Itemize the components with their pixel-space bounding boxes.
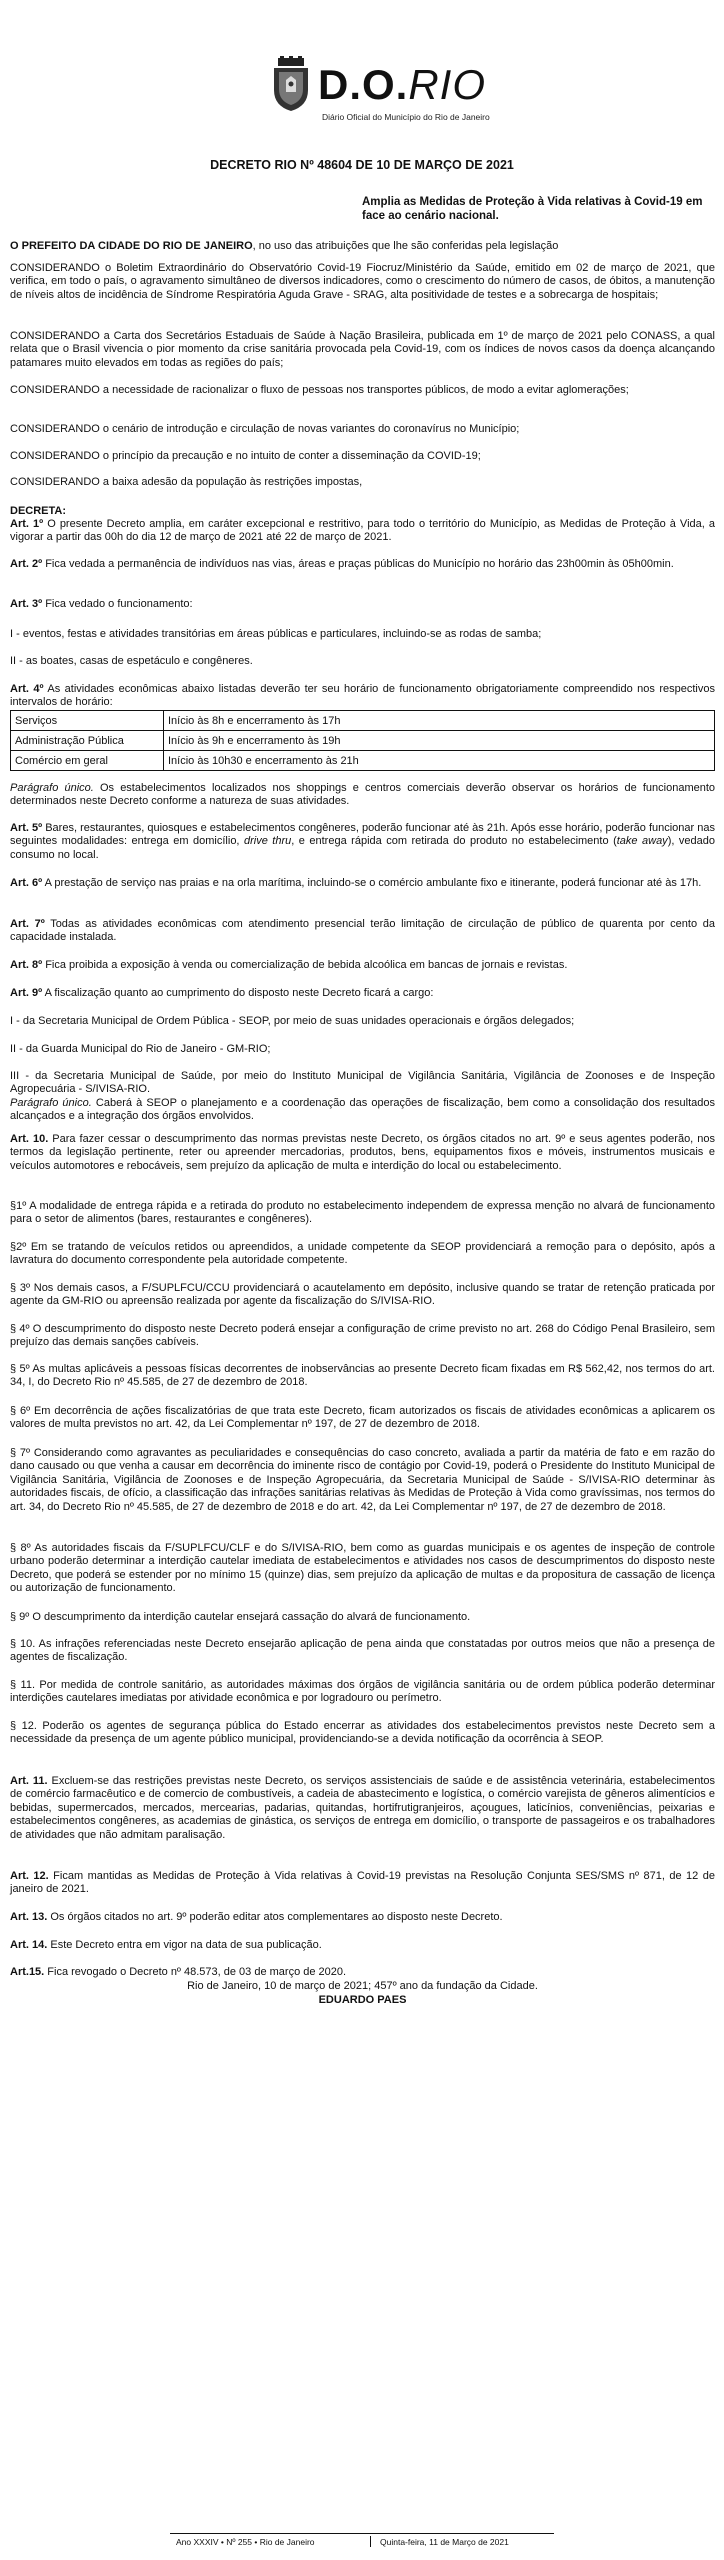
- decreta-heading: DECRETA:: [10, 505, 67, 517]
- masthead: [0, 52, 724, 132]
- article-10-paragraph-5: § 5º As multas aplicáveis a pessoas físicas decorrentes de inobservâncias ao presente Decreto ficam fixadas em R$ 562,42, nos termos do art. 34, I, do Decreto Rio nº 45.585, de 27 de dezembro de 2018.: [10, 1363, 715, 1389]
- decree-title: DECRETO RIO Nº 48604 DE 10 DE MARÇO DE 2021: [210, 158, 514, 172]
- article-3-item-i: I - eventos, festas e atividades transitórias em áreas públicas e particulares, incluindo-se as rodas de samba;: [10, 628, 542, 640]
- table-cell-hours: Início às 9h e encerramento às 19h: [164, 731, 715, 751]
- article-10-paragraph-3: § 3º Nos demais casos, a F/SUPLFCU/CCU providenciará o acautelamento em depósito, inclusive quando se tratar de retenção praticada por agente da GM-RIO ou apreensão realizada por agente da fiscalização do S/IVISA-RIO.: [10, 1282, 715, 1308]
- considerando-6: CONSIDERANDO a baixa adesão da população às restrições impostas,: [10, 476, 363, 488]
- article-10-paragraph-12: § 12. Poderão os agentes de segurança pública do Estado encerrar as atividades dos estabelecimentos previstos neste Decreto sem a necessidade da presença de um agente público municipal, providenciando-se a devida notificação da ocorrência à SEOP.: [10, 1720, 715, 1746]
- article-7: Art. 7º Todas as atividades econômicas com atendimento presencial terão limitação de circulação de público de quarenta por cento da capacidade instalada.: [10, 918, 715, 944]
- table-cell-activity: Comércio em geral: [11, 751, 164, 771]
- article-2: Art. 2º Fica vedada a permanência de indivíduos nas vias, áreas e praças públicas do Município no horário das 23h00min às 05h00min.: [10, 558, 674, 570]
- article-11: Art. 11. Excluem-se das restrições previstas neste Decreto, os serviços assistenciais de saúde e de assistência veterinária, estabelecimentos de comércio farmacêutico e de comercio de combustíveis, a cadeia de abastecimento e logística, o comércio varejista de gêneros alimentícios e bebidas, supermercados, mercados, mercearias, padarias, quitandas, hortifrutigranjeiros, açougues, laticínios, conveniências, peixarias e estabelecimentos congêneres, as academias de ginástica, os serviços de entrega em domicílio, o transporte de passageiros e os trabalhadores de atividades que não admitam paralisação.: [10, 1775, 715, 1841]
- article-9: Art. 9º A fiscalização quanto ao cumprimento do disposto neste Decreto ficará a cargo:: [10, 987, 434, 999]
- table-row: [11, 731, 715, 751]
- table-row: [11, 751, 715, 771]
- article-5: Art. 5º Bares, restaurantes, quiosques e estabelecimentos congêneres, poderão funcionar até às 21h. Após esse horário, poderão funcionar nas seguintes modalidades: entrega em domicílio, drive thru, e entrega rápida com retirada do produto no estabelecimento (take away), vedado consumo no local.: [10, 822, 716, 861]
- article-15: Art.15. Fica revogado o Decreto nº 48.573, de 03 de março de 2020.: [10, 1966, 347, 1978]
- hours-table: [10, 710, 715, 771]
- table-cell-activity: Serviços: [11, 711, 164, 731]
- article-10-paragraph-4: § 4º O descumprimento do disposto neste Decreto poderá ensejar a configuração de crime previsto no art. 268 do Código Penal Brasileiro, sem prejuízo das demais sanções cabíveis.: [10, 1323, 715, 1349]
- article-10-paragraph-7: § 7º Considerando como agravantes as peculiaridades e consequências do caso concreto, avaliada a partir da matéria de fato e em razão do dano causado ou que venha a causar em decorrência do iminente risco de contágio por Covid-19, poderá o Presidente do Instituto Municipal de Vigilância Sanitária, Vigilância de Zoonoses e de Inspeção Agropecuária, da Secretaria Municipal de Saúde - S/IVISA-RIO determinar às autoridades fiscais, de ofício, a classificação das infrações sanitárias relativas às Medidas de Proteção à Vida como gravíssimas, nos termos do art. 34, do Decreto Rio nº 45.585, de 27 de dezembro de 2018 e do art. 42, da Lei Complementar nº 197, de 27 de dezembro de 2018.: [10, 1447, 715, 1513]
- considerando-5: CONSIDERANDO o princípio da precaução e no intuito de conter a disseminação da COVID-19;: [10, 450, 481, 462]
- article-10-paragraph-10: § 10. As infrações referenciadas neste Decreto ensejarão aplicação de pena ainda que constatadas por outros meios que não a presença de agentes de fiscalização.: [10, 1638, 715, 1664]
- table-cell-hours: Início às 10h30 e encerramento às 21h: [164, 751, 715, 771]
- article-9-item-i: I - da Secretaria Municipal de Ordem Pública - SEOP, por meio de suas unidades operacionais e órgãos delegados;: [10, 1015, 575, 1027]
- considerando-2: CONSIDERANDO a Carta dos Secretários Estaduais de Saúde à Nação Brasileira, publicada em 1º de março de 2021 pelo CONASS, a qual relata que o Brasil vivencia o pior momento da crise sanitária provocada pela Covid-19, com os índices de novos casos da doença alcançando patamares muito elevados em todas as regiões do país;: [10, 330, 715, 369]
- considerando-1: CONSIDERANDO o Boletim Extraordinário do Observatório Covid-19 Fiocruz/Ministério da Saúde, emitido em 02 de março de 2021, que verifica, em todo o país, o agravamento simultâneo de diversos indicadores, como o crescimento do número de casos, de óbitos, a manutenção de níveis altos de incidência de Síndrome Respiratória Aguda Grave - SRAG, alta positividade de testes e a sobrecarga de hospitais;: [10, 262, 715, 301]
- preamble: O PREFEITO DA CIDADE DO RIO DE JANEIRO, no uso das atribuições que lhe são conferidas pela legislação: [10, 240, 559, 252]
- footer-issue: Ano XXXIV • Nº 255 • Rio de Janeiro: [176, 2537, 315, 2547]
- signature: EDUARDO PAES: [318, 1994, 407, 2006]
- logo-text: D.O.RIO: [318, 61, 487, 108]
- footer-date: Quinta-feira, 11 de Março de 2021: [380, 2537, 509, 2547]
- article-9-item-ii: II - da Guarda Municipal do Rio de Janeiro - GM-RIO;: [10, 1043, 271, 1055]
- article-10-paragraph-1: §1º A modalidade de entrega rápida e a retirada do produto no estabelecimento independem de expressa menção no alvará de funcionamento para o setor de alimentos (bares, restaurantes e congêneres).: [10, 1200, 715, 1226]
- article-9-item-iii: III - da Secretaria Municipal de Saúde, por meio do Instituto Municipal de Vigilância Sanitária, Vigilância de Zoonoses e de Inspeção Agropecuária - S/IVISA-RIO.: [10, 1070, 715, 1096]
- article-6: Art. 6º A prestação de serviço nas praias e na orla marítima, incluindo-se o comércio ambulante fixo e itinerante, poderá funcionar até às 17h.: [10, 877, 702, 889]
- article-4-paragraph: Parágrafo único. Os estabelecimentos localizados nos shoppings e centros comerciais deverão observar os horários de funcionamento determinados neste Decreto conforme a natureza de suas atividades.: [10, 782, 716, 808]
- article-10-paragraph-8: § 8º As autoridades fiscais da F/SUPLFCU/CLF e do S/IVISA-RIO, bem como as guardas municipais e os agentes de inspeção de controle urbano poderão determinar a interdição cautelar imediata de estabelecimentos e atividades nos casos de descumprimentos do disposto neste Decreto, que poderá se estender por no mínimo 15 (quinze) dias, sem prejuízo da aplicação de multas e da propositura de cassação de licença ou autorização de funcionamento.: [10, 1542, 715, 1595]
- article-3-item-ii: II - as boates, casas de espetáculo e congêneres.: [10, 655, 253, 667]
- table-row: [11, 711, 715, 731]
- article-1: Art. 1º O presente Decreto amplia, em caráter excepcional e restritivo, para todo o território do Município, as Medidas de Proteção à Vida, a vigorar a partir das 00h do dia 12 de março de 2021 até 22 de março de 2021.: [10, 518, 715, 544]
- city-seal-icon: [268, 56, 314, 112]
- article-4: Art. 4º As atividades econômicas abaixo listadas deverão ter seu horário de funcionamento obrigatoriamente compreendido nos respectivos intervalos de horário:: [10, 683, 715, 709]
- article-10-paragraph-11: § 11. Por medida de controle sanitário, as autoridades máximas dos órgãos de vigilância sanitária ou de ordem pública poderão determinar interdições cautelares imediatas por atividade econômica e por logradouro ou perímetro.: [10, 1679, 715, 1705]
- article-12: Art. 12. Ficam mantidas as Medidas de Proteção à Vida relativas à Covid-19 previstas na Resolução Conjunta SES/SMS nº 871, de 12 de janeiro de 2021.: [10, 1870, 715, 1896]
- article-13: Art. 13. Os órgãos citados no art. 9º poderão editar atos complementares ao disposto neste Decreto.: [10, 1911, 503, 1923]
- considerando-4: CONSIDERANDO o cenário de introdução e circulação de novas variantes do coronavírus no Município;: [10, 423, 520, 435]
- article-10-paragraph-6: § 6º Em decorrência de ações fiscalizatórias de que trata este Decreto, ficam autorizados os fiscais de atividades econômicas a aplicarem os valores de multa previstos no art. 42, da Lei Complementar nº 197, de 27 de dezembro de 2018.: [10, 1405, 715, 1431]
- table-cell-activity: Administração Pública: [11, 731, 164, 751]
- closing-line: Rio de Janeiro, 10 de março de 2021; 457º ano da fundação da Cidade.: [187, 1980, 538, 1992]
- article-8: Art. 8º Fica proibida a exposição à venda ou comercialização de bebida alcoólica em bancas de jornais e revistas.: [10, 959, 568, 971]
- article-10-paragraph-9: § 9º O descumprimento da interdição cautelar ensejará cassação do alvará de funcionamento.: [10, 1611, 471, 1623]
- article-10: Art. 10. Para fazer cessar o descumprimento das normas previstas neste Decreto, os órgãos citados no art. 9º e seus agentes poderão, nos termos da legislação pertinente, reter ou apreender mercadorias, produtos, bens, equipamentos fixos e móveis, instrumentos musicais e veículos automotores e rebocáveis, sem prejuízo da aplicação de multa e interdição do local ou estabelecimento.: [10, 1133, 715, 1172]
- page-footer: [170, 2533, 554, 2550]
- article-9-paragraph: Parágrafo único. Caberá à SEOP o planejamento e a coordenação das operações de fiscalização, bem como a consolidação dos resultados alcançados e a integração dos órgãos envolvidos.: [10, 1097, 716, 1123]
- article-10-paragraph-2: §2º Em se tratando de veículos retidos ou apreendidos, a unidade competente da SEOP providenciará a remoção para o depósito, após a lavratura do documento correspondente pela autoridade competente.: [10, 1241, 715, 1267]
- article-14: Art. 14. Este Decreto entra em vigor na data de sua publicação.: [10, 1939, 322, 1951]
- table-cell-hours: Início às 8h e encerramento às 17h: [164, 711, 715, 731]
- decree-summary: Amplia as Medidas de Proteção à Vida relativas à Covid-19 em face ao cenário nacional.: [362, 196, 703, 222]
- logo-subtitle: Diário Oficial do Município do Rio de Janeiro: [322, 112, 490, 122]
- considerando-3: CONSIDERANDO a necessidade de racionalizar o fluxo de pessoas nos transportes públicos, de modo a evitar aglomerações;: [10, 384, 629, 396]
- article-3: Art. 3º Fica vedado o funcionamento:: [10, 598, 193, 610]
